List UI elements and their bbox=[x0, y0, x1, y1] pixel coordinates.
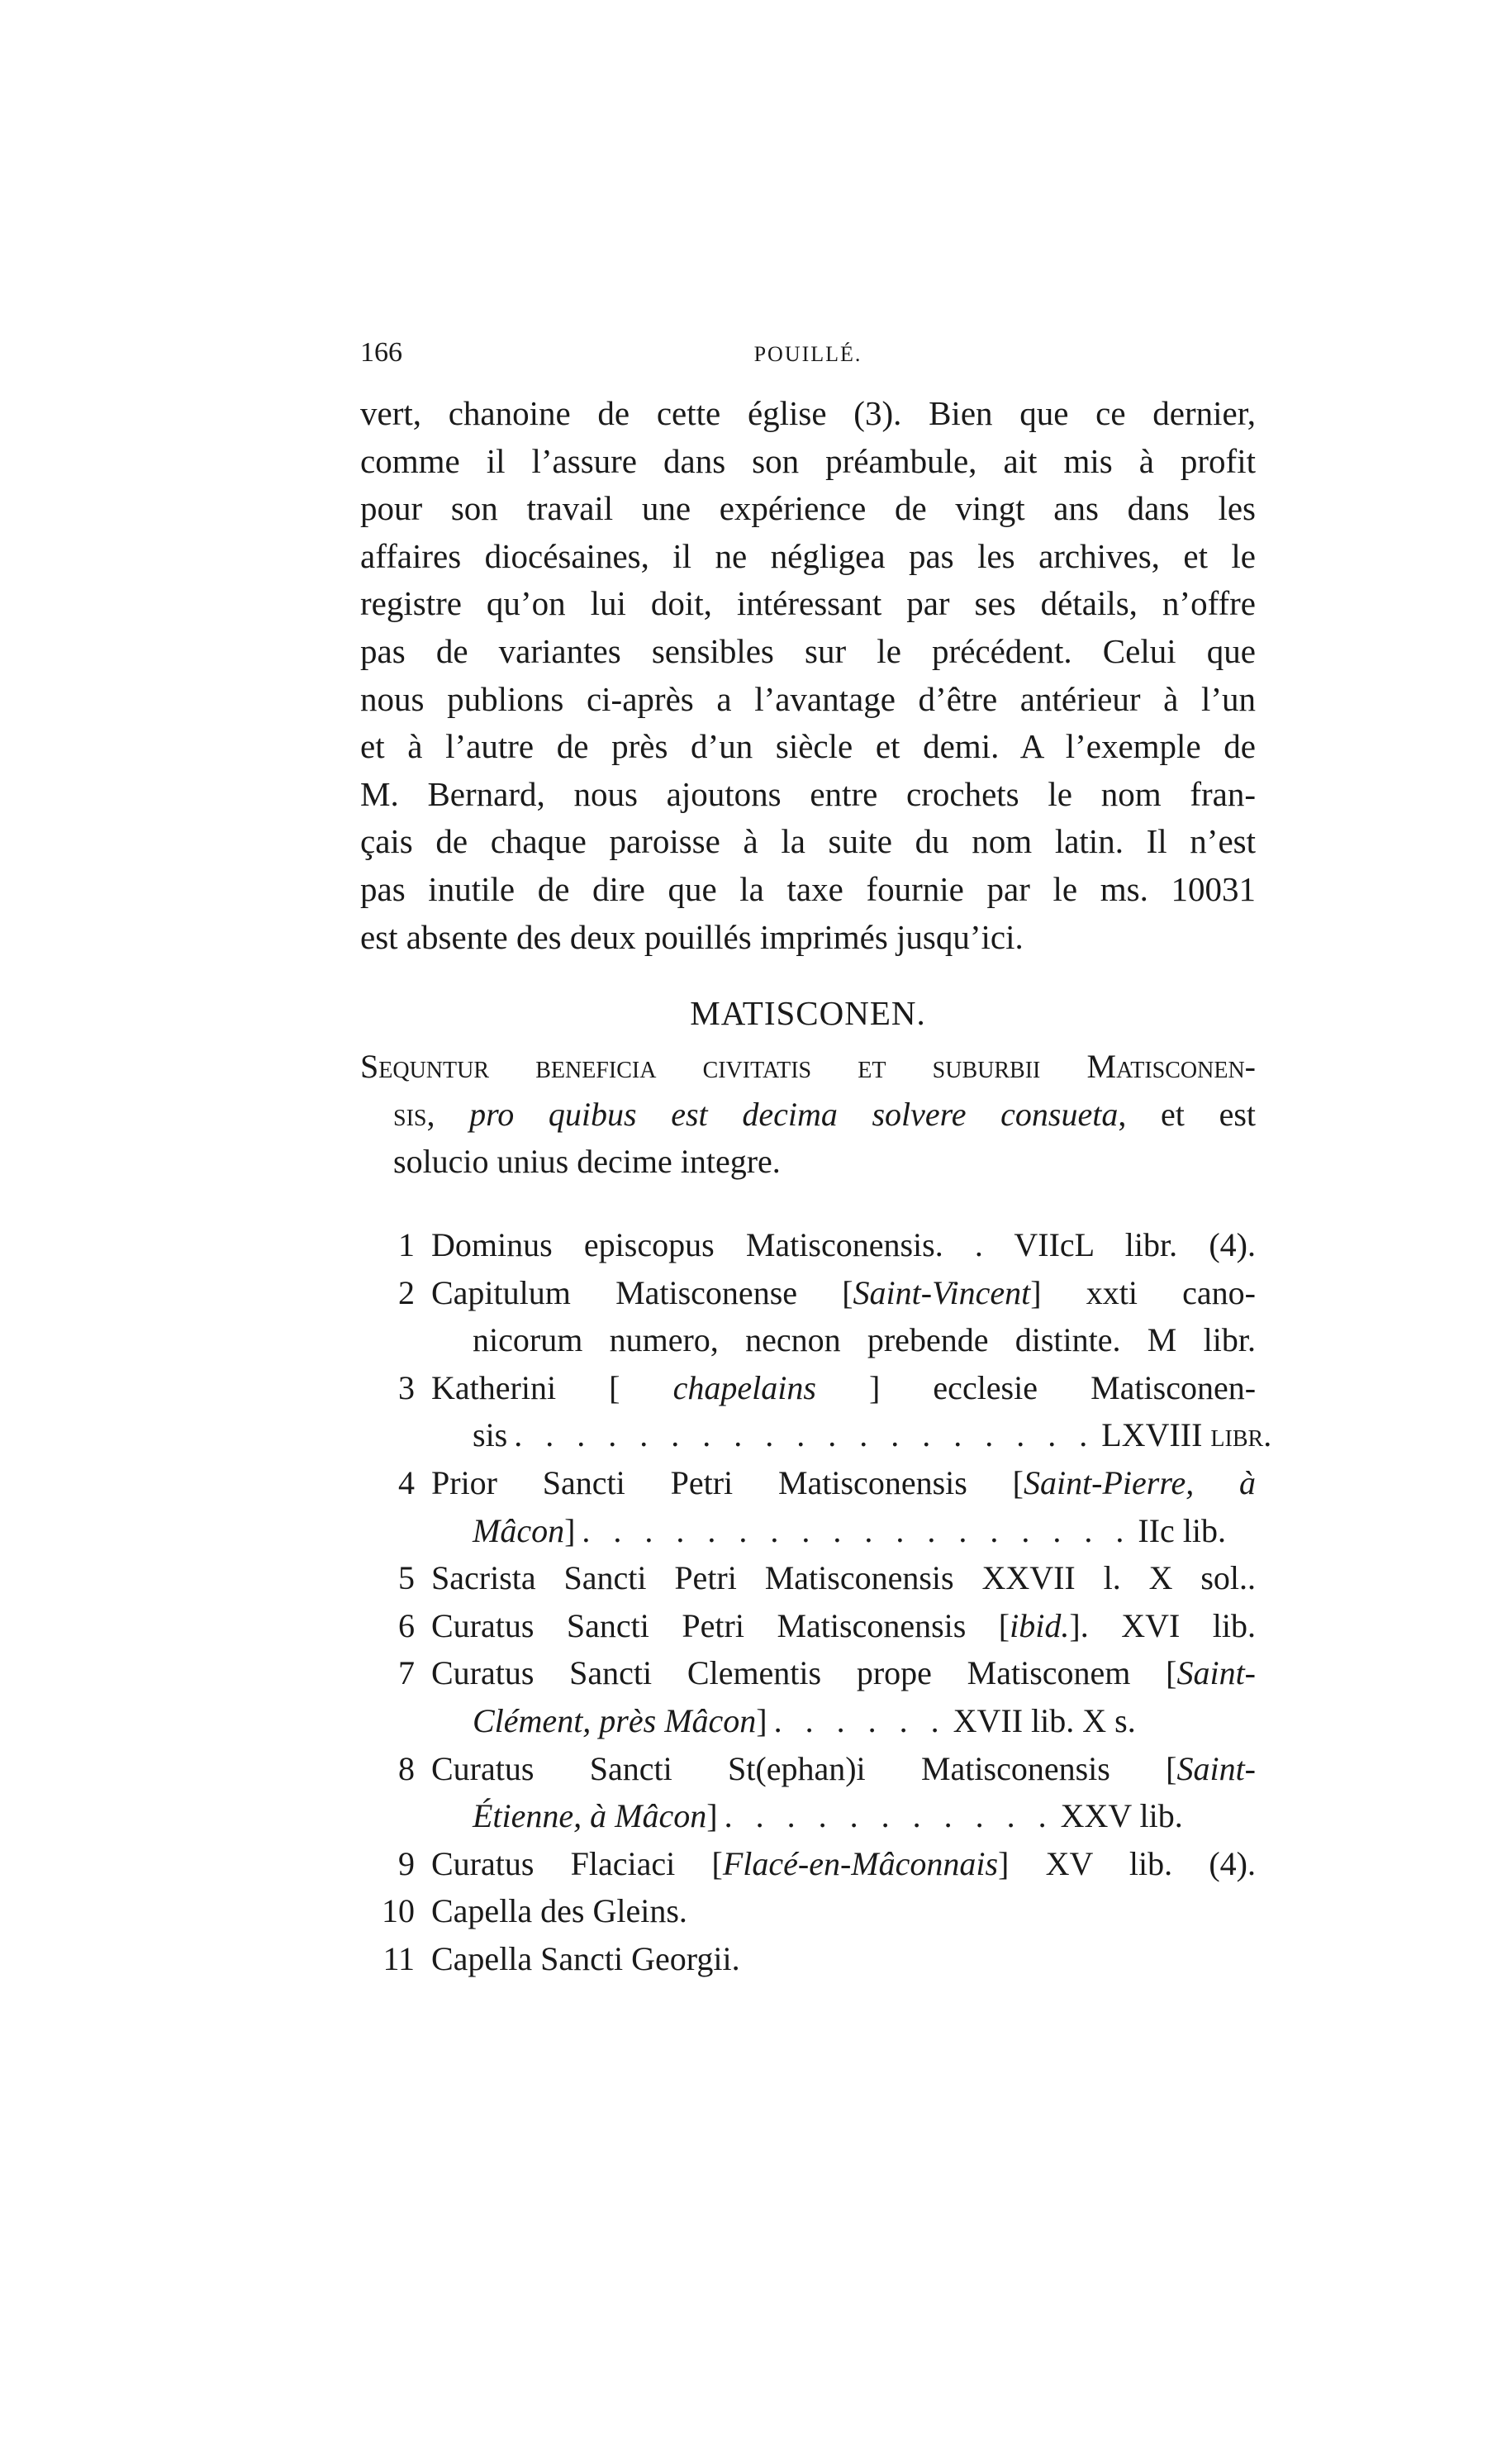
entry-text-part: ] ecclesie Matisconen- bbox=[869, 1368, 1257, 1406]
entry-value: XXV lib. bbox=[1060, 1797, 1183, 1835]
list-item bbox=[360, 1554, 1256, 1602]
list-item bbox=[360, 1364, 1272, 1459]
entry-continuation bbox=[473, 1507, 1256, 1555]
entry-text-part bbox=[473, 1512, 575, 1549]
entry-italic: Mâcon bbox=[473, 1511, 565, 1549]
bracket: ] bbox=[706, 1797, 718, 1835]
paragraph-line: nous publions ci-après a l’avantage d’être antérieur à l’un bbox=[360, 679, 1256, 718]
paragraph-line: et à l’autre de près d’un siècle et demi. A l’exemple de bbox=[360, 727, 1256, 766]
section-heading: MATISCONEN. bbox=[690, 994, 926, 1032]
entry-text-part: Curatus Flaciaci [ bbox=[431, 1844, 723, 1882]
entry-text bbox=[431, 1269, 1256, 1317]
entry-text: Capella des Gleins. bbox=[431, 1892, 687, 1930]
entry-number: 8 bbox=[398, 1749, 415, 1787]
page-number: 166 bbox=[360, 337, 402, 368]
running-title: POUILLÉ. bbox=[753, 342, 862, 366]
list-item bbox=[360, 1269, 1256, 1364]
entry-text: Sacrista Sancti Petri Matisconensis XXVII l. X sol.. bbox=[431, 1559, 1256, 1597]
entry-text-part: Prior Sancti Petri Matisconensis [ bbox=[431, 1463, 1024, 1501]
entry-continuation: nicorum numero, necnon prebende distinte. M libr. bbox=[473, 1321, 1256, 1359]
entry-text-part: sis bbox=[473, 1416, 508, 1454]
bracket: ] bbox=[756, 1701, 767, 1739]
entry-number: 11 bbox=[383, 1939, 415, 1977]
paragraph-line: affaires diocésaines, il ne négligea pas les archives, et le bbox=[360, 536, 1256, 575]
benefice-list bbox=[360, 1221, 1272, 1983]
entry-value: LXVIII libr. bbox=[1101, 1416, 1272, 1454]
paragraph-line: çais de chaque paroisse à la suite du nom latin. Il n’est bbox=[360, 822, 1256, 861]
paragraph-line: vert, chanoine de cette église (3). Bien que ce dernier, bbox=[360, 394, 1256, 432]
list-item bbox=[360, 1745, 1256, 1840]
entry-italic: Saint-Vincent bbox=[853, 1273, 1031, 1311]
paragraph-line: est absente des deux pouillés imprimés jusqu’ici. bbox=[360, 917, 1024, 956]
entry-text-part: Curatus Sancti Clementis prope Matisconem [ bbox=[431, 1654, 1177, 1692]
entry-number: 10 bbox=[382, 1892, 415, 1930]
list-item bbox=[360, 1935, 1256, 1983]
page-header bbox=[360, 337, 1256, 383]
entry-number: 3 bbox=[398, 1368, 415, 1406]
entry-text-part bbox=[473, 1702, 767, 1739]
paragraph-line: pas inutile de dire que la taxe fournie par le ms. 10031 bbox=[360, 869, 1256, 908]
list-item bbox=[360, 1602, 1256, 1650]
entry-italic: chapelains bbox=[672, 1368, 816, 1406]
intro-text: , et est bbox=[1118, 1095, 1256, 1133]
entry-text bbox=[431, 1364, 1256, 1412]
entry-text bbox=[431, 1649, 1256, 1697]
entry-text-part: ] xxti cano- bbox=[1030, 1273, 1256, 1311]
entry-number: 1 bbox=[398, 1226, 415, 1263]
entry-number: 4 bbox=[398, 1463, 415, 1501]
entry-value: XVII lib. X s. bbox=[953, 1701, 1136, 1739]
leader-dots: . . . . . . bbox=[773, 1701, 947, 1739]
entry-text bbox=[431, 1745, 1256, 1793]
entry-text-part bbox=[473, 1797, 718, 1834]
entry-number: 2 bbox=[398, 1273, 415, 1311]
intro-line bbox=[360, 1091, 1256, 1139]
section-intro bbox=[360, 1043, 1256, 1186]
paragraph-line: pour son travail une expérience de vingt ans dans les bbox=[360, 489, 1256, 528]
entry-continuation bbox=[473, 1411, 1272, 1459]
leader-dots: . . . . . . . . . . . . . . . . . . . bbox=[514, 1416, 1095, 1454]
entry-continuation bbox=[473, 1697, 1256, 1745]
entry-text bbox=[431, 1840, 1256, 1888]
entry-italic: Saint- bbox=[1176, 1749, 1256, 1787]
intro-line: Sequntur beneficia civitatis et suburbii Matisconen- bbox=[360, 1048, 1256, 1085]
list-item bbox=[360, 1840, 1256, 1888]
entry-number: 7 bbox=[398, 1654, 415, 1692]
leader-dots: . . . . . . . . . . . bbox=[724, 1797, 1054, 1835]
entry-number: 5 bbox=[398, 1559, 415, 1597]
entry-text bbox=[431, 1459, 1256, 1507]
bracket: ] bbox=[564, 1511, 576, 1549]
leader-dots: . . . . . . . . . . . . . . . . . . bbox=[582, 1511, 1132, 1549]
intro-line: solucio unius decime integre. bbox=[393, 1143, 781, 1181]
entry-text-part: ]. XVI lib. bbox=[1069, 1606, 1257, 1644]
paragraph-line: pas de variantes sensibles sur le précédent. Celui que bbox=[360, 631, 1256, 670]
entry-text-part: Katherini [ bbox=[431, 1368, 620, 1406]
entry-number: 9 bbox=[398, 1844, 415, 1882]
list-item bbox=[360, 1221, 1256, 1269]
entry-number: 6 bbox=[398, 1606, 415, 1644]
list-item bbox=[360, 1459, 1256, 1554]
entry-italic: Saint- bbox=[1176, 1654, 1256, 1692]
entry-text-part: Capitulum Matisconense [ bbox=[431, 1273, 853, 1311]
entry-text-part: ] XV lib. (4). bbox=[998, 1844, 1256, 1882]
paragraph-line: M. Bernard, nous ajoutons entre crochets le nom fran- bbox=[360, 774, 1256, 813]
list-item bbox=[360, 1649, 1256, 1744]
entry-text-part: Curatus Sancti Petri Matisconensis [ bbox=[431, 1606, 1010, 1644]
entry-italic: Flacé-en-Mâconnais bbox=[722, 1844, 999, 1882]
paragraph-line: comme il l’assure dans son préambule, ait mis à profit bbox=[360, 441, 1256, 480]
entry-text-part: Curatus Sancti St(ephan)i Matisconensis [ bbox=[431, 1749, 1177, 1787]
entry-text: Dominus episcopus Matisconensis. . VIIcL libr. (4). bbox=[431, 1226, 1256, 1263]
intro-text: sis, bbox=[393, 1095, 435, 1133]
entry-italic: Étienne, à Mâcon bbox=[473, 1797, 707, 1835]
paragraph-line: registre qu’on lui doit, intéressant par ses détails, n’offre bbox=[360, 584, 1256, 623]
entry-italic: Clément, près Mâcon bbox=[473, 1701, 757, 1739]
intro-italic: pro quibus est decima solvere consueta bbox=[469, 1095, 1119, 1133]
list-item bbox=[360, 1887, 1256, 1935]
entry-italic: ibid. bbox=[1010, 1606, 1070, 1644]
entry-value: IIc lib. bbox=[1138, 1511, 1227, 1549]
entry-continuation bbox=[473, 1792, 1256, 1840]
entry-text bbox=[431, 1602, 1256, 1650]
entry-italic: Saint-Pierre, à bbox=[1023, 1463, 1257, 1501]
entry-text: Capella Sancti Georgii. bbox=[431, 1939, 740, 1977]
body-paragraph bbox=[360, 390, 1256, 961]
